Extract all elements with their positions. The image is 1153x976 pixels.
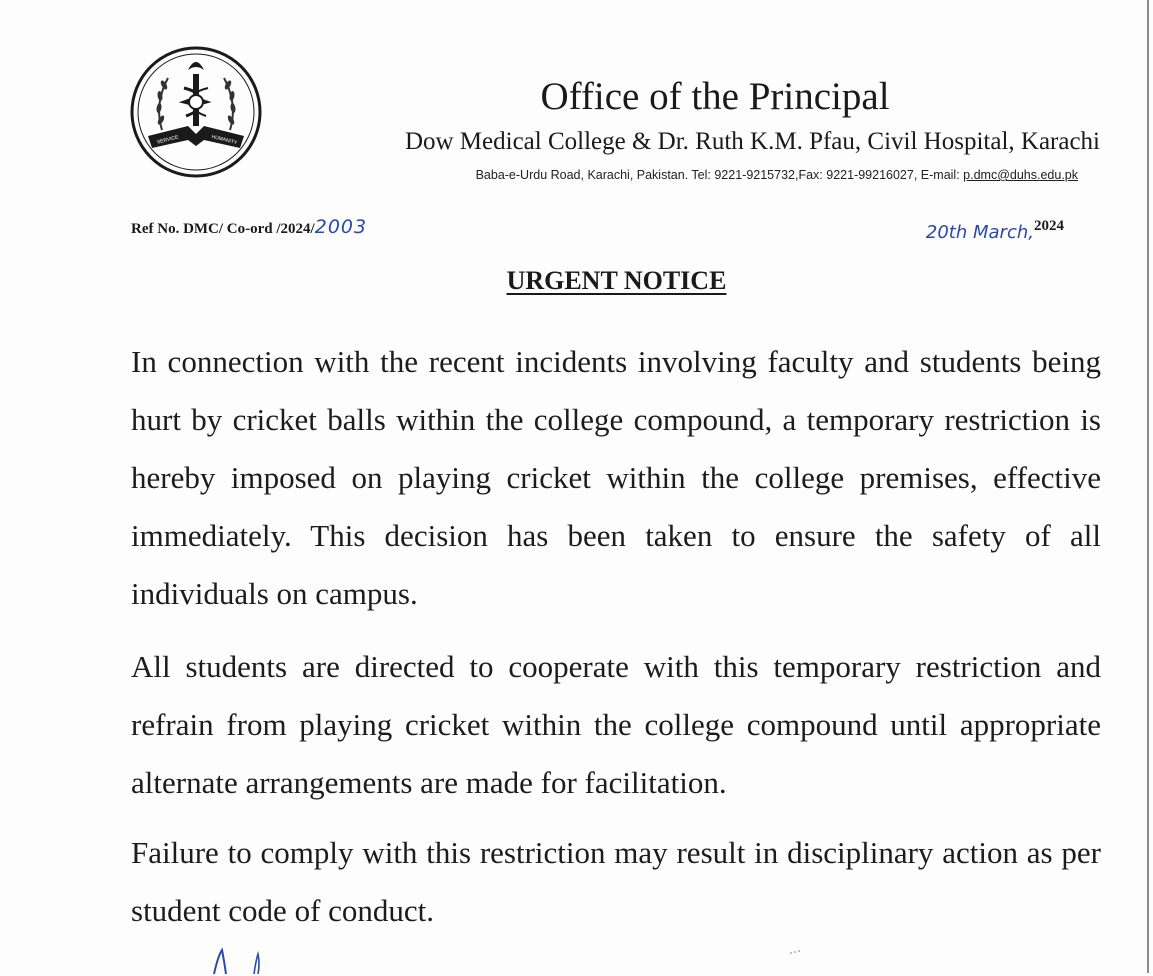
- notice-date: [900, 218, 1064, 243]
- signature-mark: [208, 946, 288, 976]
- paragraph-directive: All students are directed to cooperate with this temporary restriction and refrain from playing cricket within the college compound until appropriate alternate arrangements are made for facilitation.: [131, 649, 1101, 800]
- date-year: 2024: [1034, 218, 1064, 234]
- reference-handwritten-number: 2003: [314, 216, 368, 238]
- paragraph-consequence: Failure to comply with this restriction may result in disciplinary action as per student code of conduct.: [131, 835, 1101, 928]
- paragraph-restriction: In connection with the recent incidents involving faculty and students being hurt by cricket balls within the college compound, a temporary restriction is hereby imposed on playing cricket within the college premises, effective immediately. This decision has been taken to ensure the safety of all individuals on campus.: [131, 344, 1101, 611]
- scan-speck: [788, 949, 802, 955]
- logo-motto-left: SERVICE: [156, 134, 180, 146]
- logo-monogram: DMC: [188, 132, 204, 140]
- notice-title: URGENT NOTICE: [506, 266, 727, 295]
- date-handwritten: 20th March,: [925, 222, 1034, 243]
- reference-printed: Ref No. DMC/ Co-ord /2024/: [131, 221, 315, 237]
- email-link[interactable]: p.dmc@duhs.edu.pk: [963, 168, 1078, 182]
- logo-motto-right: HUMANITY: [210, 133, 238, 147]
- contact-address: [300, 168, 1078, 182]
- organization-name: Dow Medical College & Dr. Ruth K.M. Pfau, Civil Hospital, Karachi: [404, 128, 1100, 155]
- address-text: Baba-e-Urdu Road, Karachi, Pakistan. Tel: 9221-9215732,Fax: 9221-99216027, E-mail:: [475, 168, 964, 182]
- dmc-emblem-icon: [128, 44, 264, 180]
- page-edge-line: [1147, 0, 1149, 973]
- reference-number: [131, 216, 367, 238]
- office-title: Office of the Principal: [540, 75, 890, 118]
